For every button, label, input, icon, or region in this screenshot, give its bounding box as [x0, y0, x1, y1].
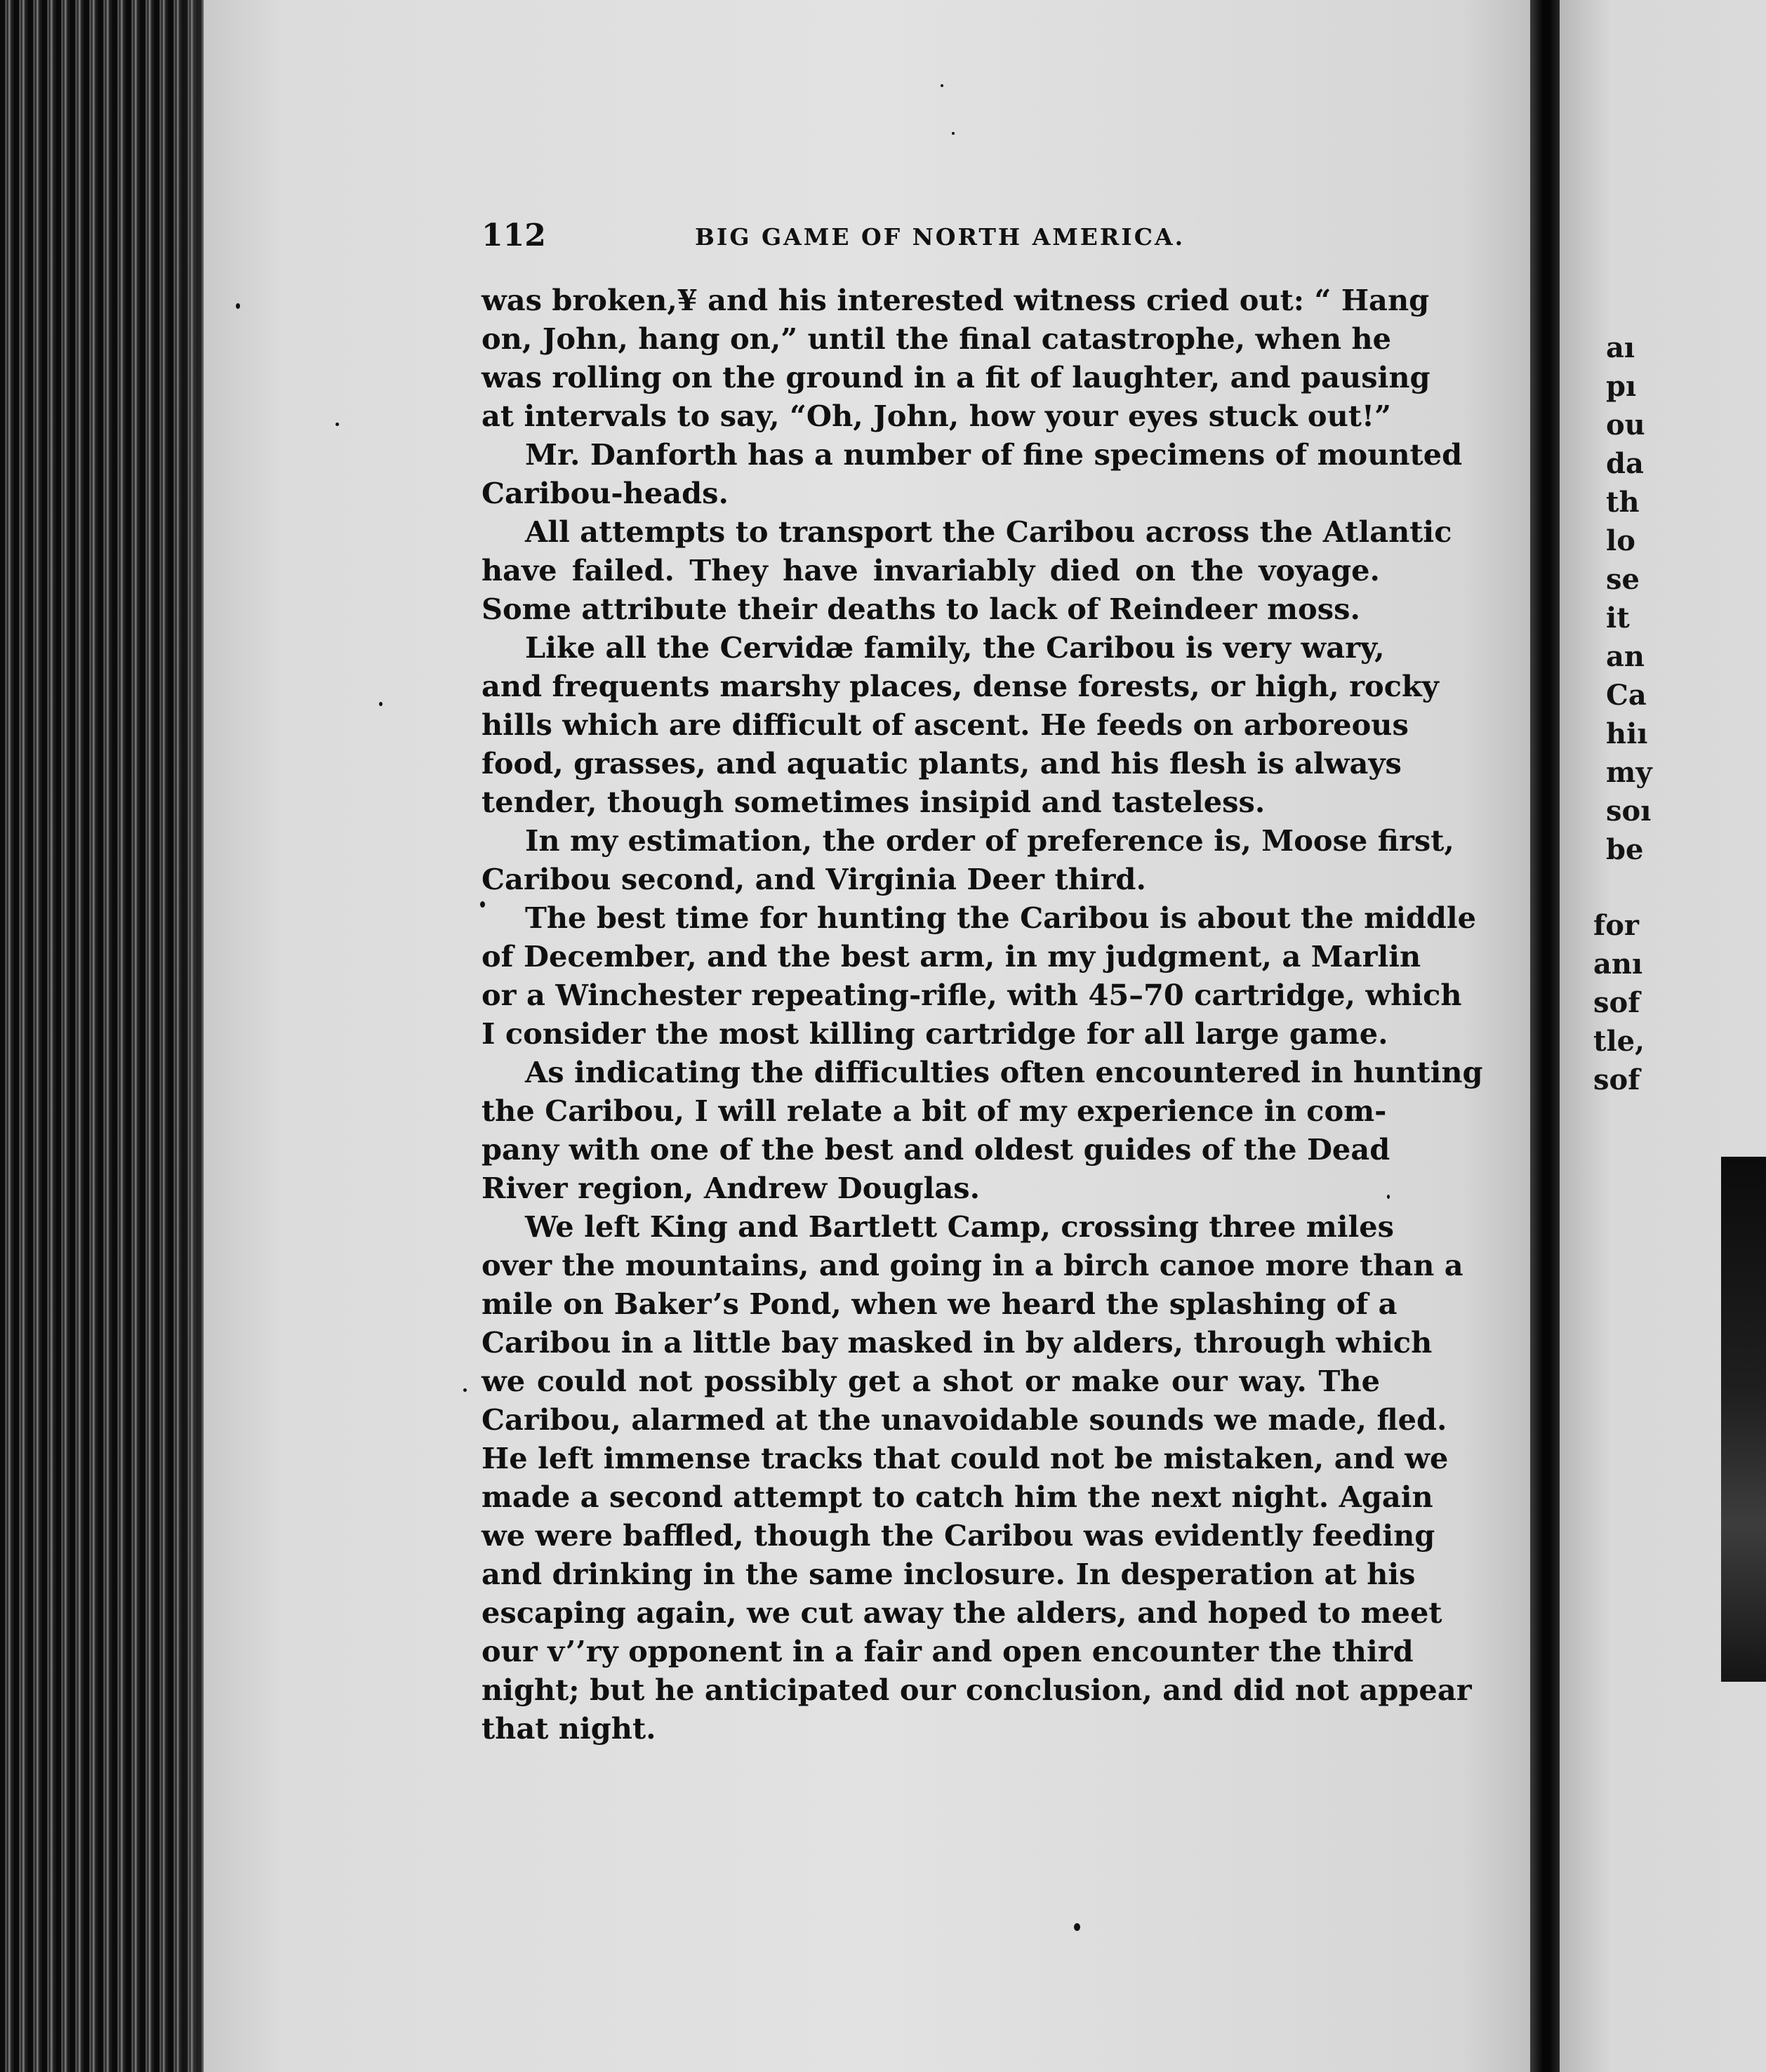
text-line: over the mountains, and going in a birch canoe more than a	[482, 1248, 1463, 1282]
book-gutter	[1530, 0, 1562, 2072]
text-line: our v’’ry opponent in a fair and open encounter the third	[482, 1634, 1414, 1668]
facing-page-text-fragment: it	[1606, 602, 1630, 635]
text-line: and frequents marshy places, dense forests, or high, rocky	[482, 669, 1439, 703]
text-line: All attempts to transport the Caribou across the Atlantic	[525, 514, 1452, 549]
facing-page-text-fragment: soı	[1606, 795, 1652, 828]
running-title: BIG GAME OF NORTH AMERICA.	[695, 223, 1186, 251]
facing-page-text-fragment: an	[1606, 640, 1645, 673]
facing-page-text-fragment: tle,	[1593, 1025, 1645, 1058]
text-line: Caribou, alarmed at the unavoidable sounds we made, fled.	[482, 1402, 1447, 1437]
text-line: was broken,¥ and his interested witness cried out: “ Hang	[482, 283, 1430, 317]
text-line: on, John, hang on,” until the final catastrophe, when he	[482, 321, 1392, 356]
text-line: Mr. Danforth has a number of fine specimens of mounted	[525, 437, 1463, 472]
text-line: have failed. They have invariably died on the voyage.	[482, 553, 1380, 587]
text-line: Like all the Cervidæ family, the Caribou is very wary,	[525, 630, 1385, 665]
text-line: tender, though sometimes insipid and tasteless.	[482, 785, 1266, 819]
facing-page-illustration	[1721, 1157, 1766, 1682]
facing-page-text-fragment: th	[1606, 486, 1640, 519]
text-line: at intervals to say, “Oh, John, how your eyes stuck out!”	[482, 399, 1392, 433]
text-line: Caribou-heads.	[482, 476, 729, 510]
text-line: We left King and Bartlett Camp, crossing three miles	[525, 1209, 1395, 1244]
facing-page-text-fragment: ou	[1606, 409, 1645, 441]
facing-page-text-fragment: lo	[1606, 524, 1635, 557]
body-text	[482, 281, 1483, 1748]
text-line: Caribou second, and Virginia Deer third.	[482, 862, 1146, 896]
text-line: or a Winchester repeating-rifle, with 45–70 cartridge, which	[482, 978, 1462, 1012]
text-line: He left immense tracks that could not be mistaken, and we	[482, 1441, 1449, 1475]
text-line: The best time for hunting the Caribou is about the middle	[525, 901, 1477, 935]
facing-page-text-fragment: hiı	[1606, 717, 1648, 750]
text-line: night; but he anticipated our conclusion, and did not appear	[482, 1673, 1472, 1707]
text-line: hills which are difficult of ascent. He feeds on arboreous	[482, 708, 1409, 742]
text-line: we were baffled, though the Caribou was evidently feeding	[482, 1518, 1435, 1553]
text-line: the Caribou, I will relate a bit of my experience in com-	[482, 1094, 1387, 1128]
text-line: In my estimation, the order of preference is, Moose first,	[525, 823, 1454, 858]
text-line: As indicating the difficulties often encountered in hunting	[525, 1055, 1483, 1089]
text-line: food, grasses, and aquatic plants, and his flesh is always	[482, 746, 1402, 781]
facing-page-text-fragment: pı	[1606, 370, 1637, 403]
facing-page-text-fragment: sof	[1593, 986, 1640, 1019]
facing-page-text-fragment: se	[1606, 563, 1640, 596]
text-line: escaping again, we cut away the alders, and hoped to meet	[482, 1595, 1442, 1630]
facing-page	[1560, 0, 1766, 2072]
text-line: Some attribute their deaths to lack of Reindeer moss.	[482, 592, 1360, 626]
facing-page-text-fragment: for	[1593, 909, 1639, 942]
text-line: that night.	[482, 1711, 656, 1746]
text-line: of December, and the best arm, in my judgment, a Marlin	[482, 939, 1421, 974]
facing-page-text-fragment: be	[1606, 833, 1644, 866]
page-number: 112	[482, 218, 546, 253]
text-line: and drinking in the same inclosure. In desperation at his	[482, 1557, 1416, 1591]
text-line: pany with one of the best and oldest guides of the Dead	[482, 1132, 1390, 1167]
facing-page-text-fragment: aı	[1606, 331, 1635, 364]
facing-page-text-fragment: sof	[1593, 1063, 1640, 1096]
text-line: I consider the most killing cartridge for all large game.	[482, 1016, 1388, 1051]
text-line: we could not possibly get a shot or make our way. The	[482, 1364, 1380, 1398]
text-line: Caribou in a little bay masked in by alders, through which	[482, 1325, 1433, 1360]
facing-page-text-fragment: anı	[1593, 948, 1643, 981]
facing-page-text-fragment: Ca	[1606, 679, 1647, 712]
text-line: mile on Baker’s Pond, when we heard the splashing of a	[482, 1287, 1397, 1321]
facing-page-text-fragment: da	[1606, 447, 1644, 480]
text-line: River region, Andrew Douglas.	[482, 1171, 981, 1205]
text-line: made a second attempt to catch him the next night. Again	[482, 1480, 1433, 1514]
facing-page-text-fragment: my	[1606, 756, 1652, 789]
text-line: was rolling on the ground in a fit of laughter, and pausing	[482, 360, 1430, 394]
